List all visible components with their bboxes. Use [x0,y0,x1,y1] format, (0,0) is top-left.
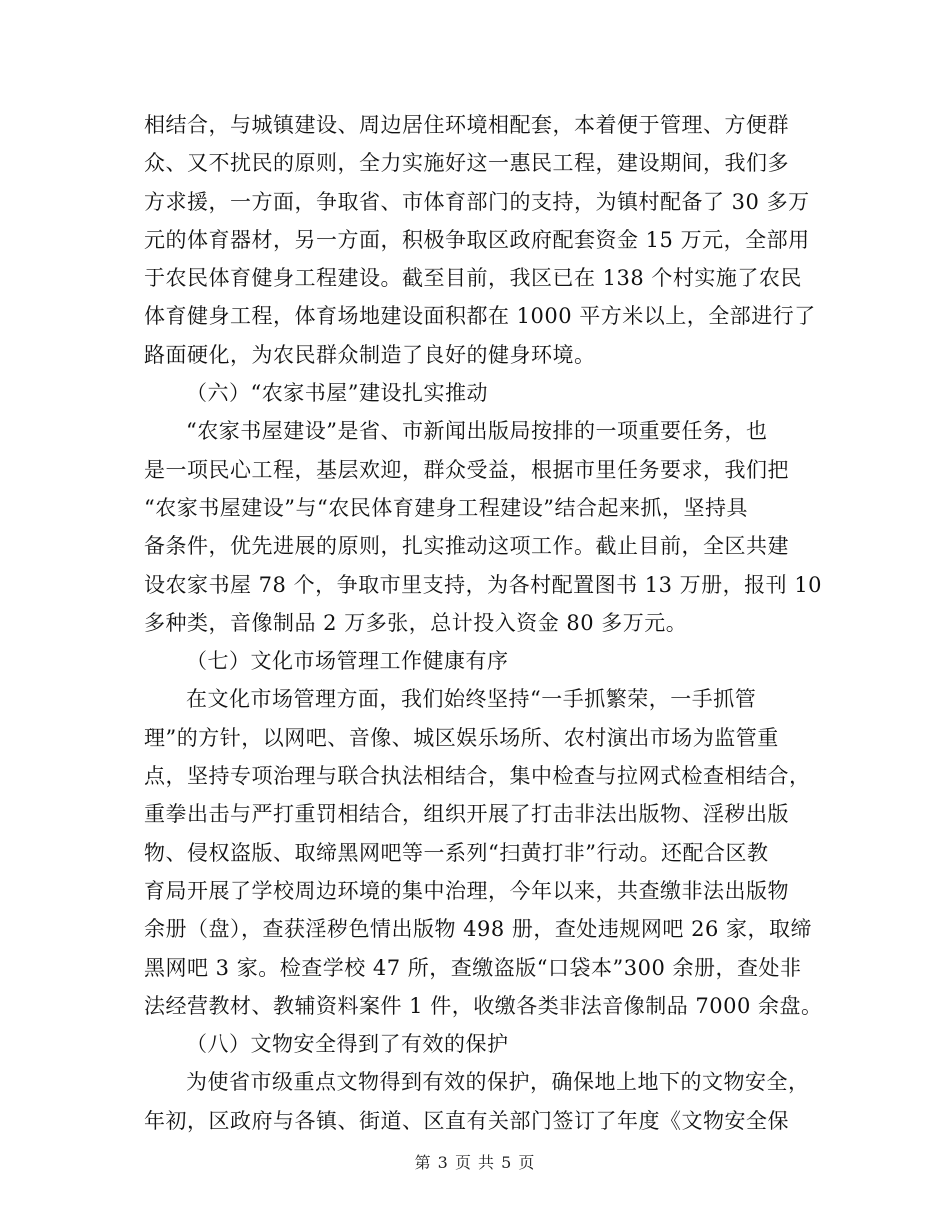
paragraph-line: 物、侵权盗版、取缔黑网吧等一系列“扫黄打非”行动。还配合区教 [144,840,769,865]
paragraph-line: “农家书屋建设”与“农民体育建身工程建设”结合起来抓，坚持具 [144,495,748,520]
paragraph-line: 方求援，一方面，争取省、市体育部门的支持，为镇村配备了 30 多万 [144,189,810,214]
page-footer: 第 3 页 共 5 页 [414,1153,536,1172]
paragraph-line-indented: （七）文化市场管理工作健康有序 [186,649,509,674]
paragraph-line-indented: （八）文物安全得到了有效的保护 [186,1032,509,1057]
paragraph-line-indented: 为使省市级重点文物得到有效的保护，确保地上地下的文物安全， [186,1070,810,1095]
paragraph-line: 相结合，与城镇建设、周边居住环境相配套，本着便于管理、方便群 [144,113,789,137]
paragraph-line: 元的体育器材，另一方面，积极争取区政府配套资金 15 万元，全部用 [144,227,810,252]
paragraph-line-indented: （六）“农家书屋”建设扎实推动 [186,381,488,406]
paragraph-line: 余册（盘），查获淫秽色情出版物 498 册，查处违规网吧 26 家，取缔 [144,917,813,942]
paragraph-line: 设农家书屋 78 个，争取市里支持，为各村配置图书 13 万册，报刊 10 [144,572,823,597]
paragraph-line-indented: 在文化市场管理方面，我们始终坚持“一手抓繁荣，一手抓管 [186,687,757,712]
paragraph-line: 于农民体育健身工程建设。截至目前，我区已在 138 个村实施了农民 [144,266,802,291]
document-body [144,106,823,1140]
paragraph-line: 众、又不扰民的原则，全力实施好这一惠民工程，建设期间，我们多 [144,151,789,176]
paragraph-line: 点，坚持专项治理与联合执法相结合，集中检查与拉网式检查相结合， [144,764,811,789]
paragraph-line: 理”的方针，以网吧、音像、城区娱乐场所、农村演出市场为监管重 [144,725,779,750]
paragraph-line: 法经营教材、教辅资料案件 1 件，收缴各类非法音像制品 7000 余盘。 [144,993,823,1018]
paragraph-line: 路面硬化，为农民群众制造了良好的健身环境。 [144,342,596,367]
paragraph-line: 备条件，优先进展的原则，扎实推动这项工作。截止目前，全区共建 [144,534,789,559]
paragraph-line: 多种类，音像制品 2 万多张，总计投入资金 80 多万元。 [144,610,688,635]
paragraph-line: 育局开展了学校周边环境的集中治理，今年以来，共查缴非法出版物 [144,878,789,903]
paragraph-line: 重拳出击与严打重罚相结合，组织开展了打击非法出版物、淫秽出版 [144,802,789,827]
paragraph-line-indented: “农家书屋建设”是省、市新闻出版局按排的一项重要任务，也 [186,419,768,444]
paragraph-line: 黑网吧 3 家。检查学校 47 所，查缴盗版“口袋本”300 余册，查处非 [144,955,802,980]
paragraph-line: 体育健身工程，体育场地建设面积都在 1000 平方米以上，全部进行了 [144,304,816,329]
paragraph-line: 年初，区政府与各镇、街道、区直有关部门签订了年度《文物安全保 [144,1108,789,1133]
paragraph-line: 是一项民心工程，基层欢迎，群众受益，根据市里任务要求，我们把 [144,457,789,482]
